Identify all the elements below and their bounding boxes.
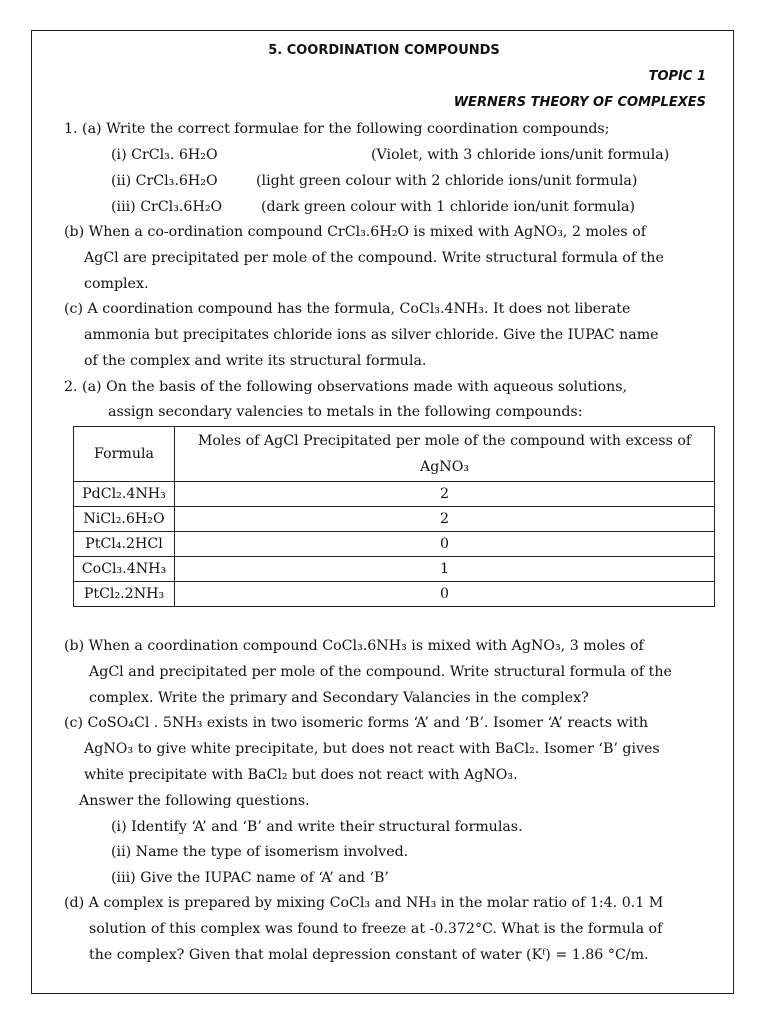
sub-question: (i) Identify ‘A’ and ‘B’ and write their structural formulas. <box>111 819 523 835</box>
table-header-row <box>74 427 715 482</box>
q2-b-line: (b) When a coordination compound CoCl₃.6NH₃ is mixed with AgNO₃, 3 moles of <box>64 638 644 654</box>
q1-item <box>111 171 711 191</box>
q2-b-line: AgCl and precipitated per mole of the compound. Write structural formula of the <box>89 664 672 680</box>
answer-intro: Answer the following questions. <box>79 793 310 809</box>
q1-c-line: ammonia but precipitates chloride ions as silver chloride. Give the IUPAC name <box>84 327 659 343</box>
table-row <box>74 532 715 557</box>
q2-d-line: (d) A complex is prepared by mixing CoCl₃ and NH₃ in the molar ratio of 1:4. 0.1 M <box>64 895 664 911</box>
agcl-table <box>73 426 715 607</box>
q1-b-line: (b) When a co-ordination compound CrCl₃.6H₂O is mixed with AgNO₃, 2 moles of <box>64 224 646 240</box>
q1-b-line: AgCl are precipitated per mole of the compound. Write structural formula of the <box>84 250 664 266</box>
chapter-title: 5. COORDINATION COMPOUNDS <box>268 43 500 58</box>
table-cell-formula: PdCl₂.4NH₃ <box>74 482 175 507</box>
table-cell-formula: PtCl₂.2NH₃ <box>74 582 175 607</box>
table-row <box>74 582 715 607</box>
q1-item-desc: (Violet, with 3 chloride ions/unit formula) <box>371 147 670 163</box>
table-cell-moles: 2 <box>175 507 715 532</box>
table-header-moles-line2: AgNO₃ <box>419 459 470 475</box>
q1-item <box>111 145 711 165</box>
table-cell-formula: NiCl₂.6H₂O <box>74 507 175 532</box>
table-header-moles-line1: Moles of AgCl Precipitated per mole of the compound with excess of <box>197 433 692 449</box>
topic-subtitle: WERNERS THEORY OF COMPLEXES <box>453 95 706 110</box>
sub-question: (iii) Give the IUPAC name of ‘A’ and ‘B’ <box>111 870 389 886</box>
q2-a-line: assign secondary valencies to metals in the following compounds: <box>108 404 583 420</box>
table-cell-formula: PtCl₄.2HCl <box>74 532 175 557</box>
q2-d-line: solution of this complex was found to freeze at -0.372°C. What is the formula of <box>89 921 663 937</box>
table-row <box>74 557 715 582</box>
table-row <box>74 482 715 507</box>
q1-a-stem: 1. (a) Write the correct formulae for the following coordination compounds; <box>64 121 610 137</box>
table-cell-formula: CoCl₃.4NH₃ <box>74 557 175 582</box>
sub-question: (ii) Name the type of isomerism involved. <box>111 844 409 860</box>
table-header-moles <box>175 427 715 482</box>
q2-b-line: complex. Write the primary and Secondary Valancies in the complex? <box>89 690 589 706</box>
q1-c-line: (c) A coordination compound has the formula, CoCl₃.4NH₃. It does not liberate <box>64 301 631 317</box>
table-row <box>74 507 715 532</box>
q1-item-label: (ii) CrCl₃.6H₂O <box>111 173 218 189</box>
q1-c-line: of the complex and write its structural formula. <box>84 353 427 369</box>
q2-c-line: (c) CoSO₄Cl . 5NH₃ exists in two isomeric forms ‘A’ and ‘B’. Isomer ‘A’ reacts with <box>64 715 649 731</box>
q2-c-line: AgNO₃ to give white precipitate, but does not react with BaCl₂. Isomer ‘B’ gives <box>84 741 660 757</box>
q1-item-desc: (light green colour with 2 chloride ions/unit formula) <box>256 173 638 189</box>
table-cell-moles: 0 <box>175 582 715 607</box>
q1-item <box>111 197 711 217</box>
q1-item-desc: (dark green colour with 1 chloride ion/unit formula) <box>261 199 636 215</box>
q1-item-label: (iii) CrCl₃.6H₂O <box>111 199 223 215</box>
q2-a-line: 2. (a) On the basis of the following observations made with aqueous solutions, <box>64 379 628 395</box>
q2-d-line: the complex? Given that molal depression constant of water (Kᶠ) = 1.86 °C/m. <box>89 947 649 963</box>
q1-item-label: (i) CrCl₃. 6H₂O <box>111 147 218 163</box>
table-header-formula: Formula <box>74 427 175 482</box>
topic-label: TOPIC 1 <box>648 69 706 84</box>
table-cell-moles: 0 <box>175 532 715 557</box>
table-cell-moles: 2 <box>175 482 715 507</box>
table-cell-moles: 1 <box>175 557 715 582</box>
q2-c-line: white precipitate with BaCl₂ but does not react with AgNO₃. <box>84 767 518 783</box>
q1-b-line: complex. <box>84 276 149 292</box>
